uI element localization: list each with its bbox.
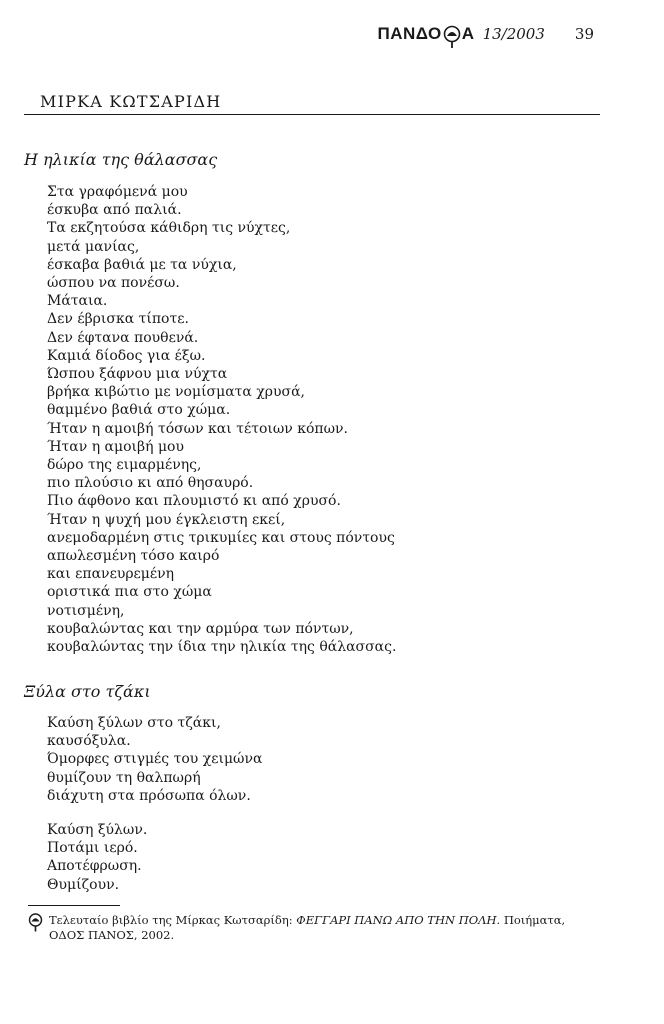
poem-line: Θυμίζουν. — [47, 876, 120, 893]
poem-line: Δεν έφτανα πουθενά. — [47, 329, 199, 346]
poem-line: μετά μανίας, — [47, 238, 140, 255]
author-name: ΜΙΡΚΑ ΚΩΤΣΑΡΙΔΗ — [40, 92, 222, 111]
poem-line: Ήταν η αμοιβή μου — [47, 438, 184, 455]
poem-line: ώσπου να πονέσω. — [47, 275, 180, 292]
poem-line: Αποτέφρωση. — [47, 858, 142, 875]
poem-line: Όμορφες στιγμές του χειμώνα — [47, 751, 263, 768]
poem-line: οριστικά πια στο χώμα — [47, 584, 212, 601]
pandora-emblem-icon — [443, 25, 461, 49]
poem-line: Πιο άφθονο και πλουμιστό κι από χρυσό. — [47, 493, 341, 510]
poem-line: Καμιά δίοδος για έξω. — [47, 347, 206, 364]
footnote — [28, 913, 588, 943]
journal-logo — [377, 22, 474, 46]
poem-line: Ώσπου ξάφνου μια νύχτα — [47, 366, 228, 383]
poem-line: κουβαλώντας την ίδια την ηλικία της θάλασσας. — [47, 639, 397, 656]
poem-line: έσκυβα από παλιά. — [47, 202, 182, 219]
poem-line: διάχυτη στα πρόσωπα όλων. — [47, 787, 251, 804]
footnote-book-title: ΦΕΓΓΑΡΙ ΠΑΝΩ ΑΠΟ ΤΗΝ ΠΟΛΗ. — [296, 913, 501, 927]
pandora-emblem-icon — [28, 913, 43, 932]
poem-line: Ήταν η αμοιβή τόσων και τέτοιων κόπων. — [47, 420, 348, 437]
poem-line: Στα γραφόμενά μου — [47, 184, 188, 200]
footnote-prefix: Τελευταίο βιβλίο της Μίρκας Κωτσαρίδη: — [49, 913, 293, 927]
page-number: 39 — [574, 25, 594, 43]
poem-line: και επανευρεμένη — [47, 566, 175, 583]
header-divider — [24, 114, 600, 115]
logo-text-left: ΠΑΝΔΟ — [377, 24, 442, 43]
poem-line: Μάταια. — [47, 293, 108, 310]
poem-line: ανεμοδαρμένη στις τρικυμίες και στους πόντους — [47, 529, 395, 546]
poem-line: Ποτάμι ιερό. — [47, 840, 138, 857]
poem-title-2: Ξύλα στο τζάκι — [24, 682, 151, 701]
footnote-suffix: Ποιήματα, — [503, 913, 566, 927]
running-header — [377, 22, 594, 46]
poem-line: Δεν έβρισκα τίποτε. — [47, 311, 189, 328]
poem-line: θαμμένο βαθιά στο χώμα. — [47, 402, 231, 419]
footnote-text — [49, 913, 565, 943]
poem-line: Καύση ξύλων στο τζάκι, — [47, 715, 221, 731]
poem-body-2 — [47, 714, 262, 894]
poem-line: έσκαβα βαθιά με τα νύχια, — [47, 256, 237, 273]
logo-text-right: Α — [461, 24, 475, 43]
poem-line: βρήκα κιβώτιο με νομίσματα χρυσά, — [47, 384, 306, 401]
poem-line: πιο πλούσιο κι από θησαυρό. — [47, 475, 254, 492]
poem-body-1 — [47, 183, 396, 656]
poem-line: Ήταν η ψυχή μου έγκλειστη εκεί, — [47, 511, 286, 528]
poem-line: νοτισμένη, — [47, 602, 125, 619]
poem-title-1: Η ηλικία της θάλασσας — [24, 150, 218, 169]
poem-line: απωλεσμένη τόσο καιρό — [47, 548, 220, 565]
poem-line: κουβαλώντας και την αρμύρα των πόντων, — [47, 620, 354, 637]
poem-line: καυσόξυλα. — [47, 733, 131, 750]
stanza-break — [47, 805, 262, 821]
poem-line: δώρο της ειμαρμένης, — [47, 457, 202, 474]
issue-number: 13/2003 — [482, 25, 545, 43]
footnote-divider — [28, 905, 120, 906]
poem-line: Τα εκζητούσα κάθιδρη τις νύχτες, — [47, 220, 291, 237]
footnote-publisher: ΟΔΟΣ ΠΑΝΟΣ, 2002. — [49, 928, 175, 942]
poem-line: θυμίζουν τη θαλπωρή — [47, 769, 201, 786]
poem-line: Καύση ξύλων. — [47, 822, 148, 839]
